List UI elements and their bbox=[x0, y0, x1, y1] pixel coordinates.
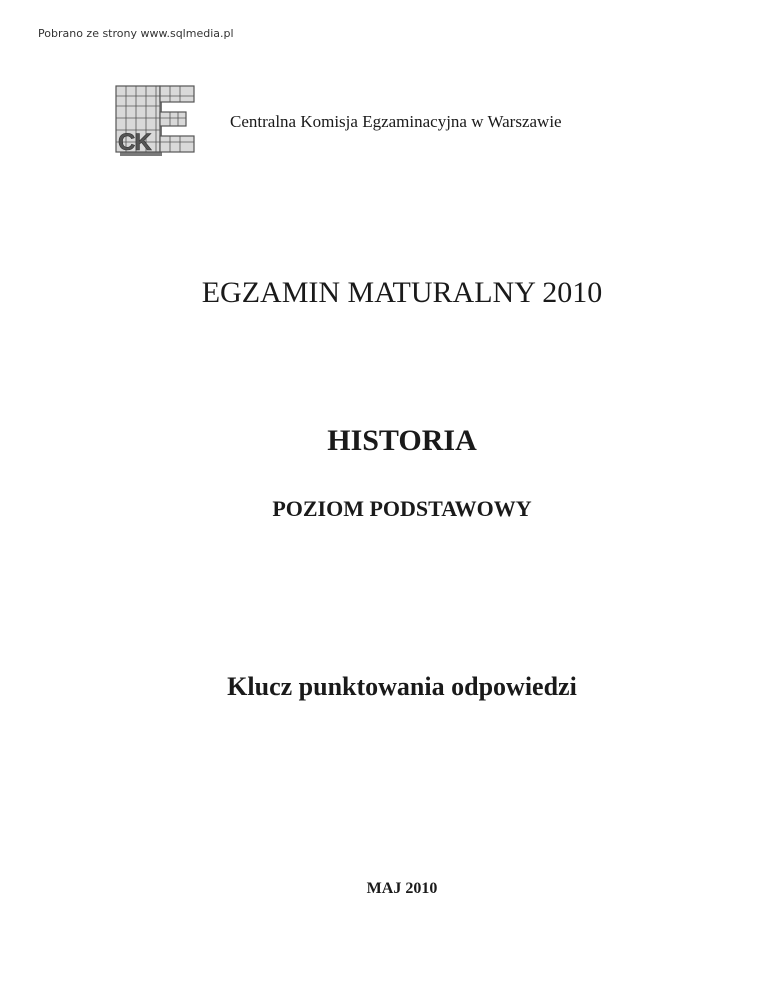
cke-logo bbox=[112, 84, 198, 160]
source-note: Pobrano ze strony www.sqlmedia.pl bbox=[38, 27, 234, 40]
exam-date: MAJ 2010 bbox=[366, 880, 438, 897]
svg-text:CK: CK bbox=[118, 129, 151, 156]
answer-key-title: Klucz punktowania odpowiedzi bbox=[227, 672, 577, 701]
subject-title: HISTORIA bbox=[327, 424, 477, 457]
level-title: POZIOM PODSTAWOWY bbox=[272, 496, 532, 521]
institution-name: Centralna Komisja Egzaminacyjna w Warszawie bbox=[230, 112, 562, 131]
exam-title: EGZAMIN MATURALNY 2010 bbox=[201, 276, 603, 309]
